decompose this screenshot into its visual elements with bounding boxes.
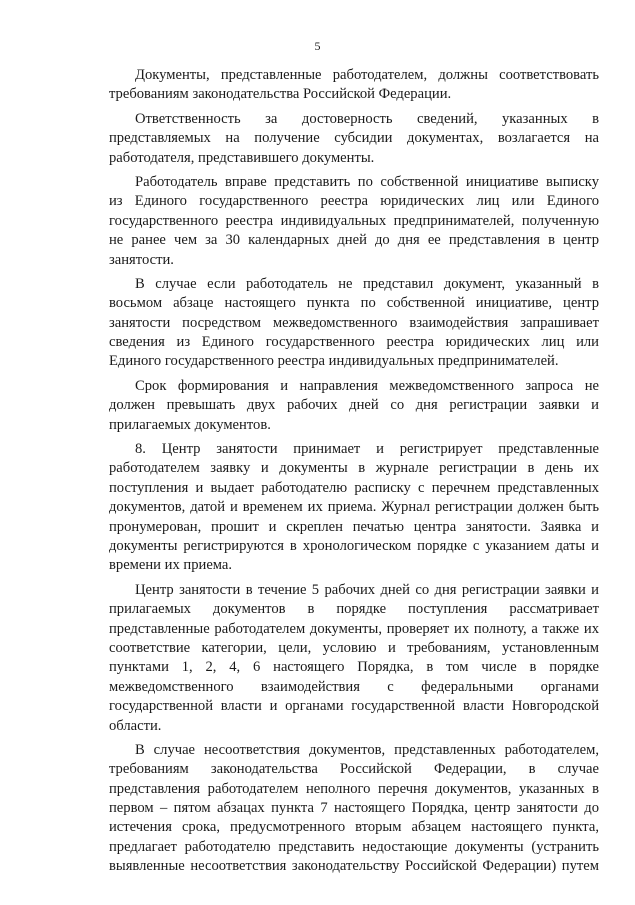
text-line: требованиям законодательства Российской Федерации, в случае (109, 761, 599, 778)
text-line: не ранее чем за 30 календарных дней до дня ее представления в центр (109, 232, 599, 249)
paragraph (109, 741, 599, 877)
text-line: области. (109, 717, 162, 734)
paragraph (109, 377, 599, 435)
text-line: выявленные несоответствия законодательству Российской Федерации) путем (109, 858, 599, 875)
paragraph (109, 173, 599, 270)
text-line: Центр занятости в течение 5 рабочих дней со дня регистрации заявки и (135, 581, 599, 598)
text-line: прилагаемых документов в порядке поступления рассматривает (109, 601, 599, 618)
text-line: государственной власти и органами государственной власти Новгородской (109, 698, 599, 715)
paragraph (109, 581, 599, 736)
text-line: времени их приема. (109, 557, 233, 574)
text-line: восьмом абзаце настоящего пункта по собственной инициативе, центр (109, 295, 599, 312)
paragraph (109, 110, 599, 168)
text-line: истечения срока, предусмотренного вторым абзацем настоящего пункта, (109, 819, 599, 836)
text-line: Документы, представленные работодателем, должны соответствовать (135, 67, 599, 83)
text-line: представленные работодателем документы, проверяет их полноту, а также их (109, 620, 599, 637)
text-line: занятости посредством межведомственного взаимодействия запрашивает (109, 314, 599, 331)
text-line: работодателя, представившего документы. (109, 149, 375, 166)
text-line: представляемых на получение субсидии документах, возлагается на (109, 130, 599, 147)
text-line: 8. Центр занятости принимает и регистрирует представленные (135, 441, 599, 458)
text-line: Ответственность за достоверность сведений, указанных в (135, 110, 599, 127)
text-line: из Единого государственного реестра юридических лиц или Единого (109, 193, 599, 210)
text-line: представления работодателем неполного перечня документов, указанных в (109, 780, 599, 797)
text-line: сведения из Единого государственного реестра юридических лиц или (109, 334, 599, 351)
text-line: занятости. (109, 251, 174, 268)
text-line: Работодатель вправе представить по собственной инициативе выписку (135, 173, 599, 190)
text-line: В случае несоответствия документов, представленных работодателем, (135, 741, 599, 758)
text-line: требованиям законодательства Российской Федерации. (109, 86, 452, 103)
text-line: документов, датой и временем их приема. Журнал регистрации должен быть (109, 499, 599, 516)
text-line: первом – пятом абзацах пункта 7 настоящего Порядка, центр занятости до (109, 800, 599, 817)
text-line: пронумерован, прошит и скреплен печатью центра занятости. Заявка и (109, 518, 599, 535)
text-line: работодателем заявку и документы в журнале регистрации в день их (109, 460, 599, 477)
text-line: Единого государственного реестра индивидуальных предпринимателей. (109, 353, 559, 370)
text-line: государственного реестра индивидуальных предпринимателей, полученную (109, 212, 599, 229)
paragraph (109, 275, 599, 372)
text-line: пунктами 1, 2, 4, 6 настоящего Порядка, в том числе в порядке (109, 659, 599, 676)
text-line: Срок формирования и направления межведомственного запроса не (135, 377, 599, 394)
text-line: межведомственного взаимодействия с федеральными органами (109, 678, 599, 695)
text-line: соответствие категории, цели, условию и требованиям, установленным (109, 639, 599, 656)
page-number: 5 (314, 39, 321, 53)
paragraph (109, 440, 599, 576)
text-line: документы регистрируются в хронологическом порядке с указанием даты и (109, 537, 599, 554)
text-line: должен превышать двух рабочих дней со дня регистрации заявки и (109, 397, 599, 414)
text-line: предлагает работодателю представить недостающие документы (устранить (109, 838, 599, 855)
text-line: В случае если работодатель не представил документ, указанный в (135, 275, 599, 292)
text-line: прилагаемых документов. (109, 416, 271, 433)
document-body (109, 66, 599, 882)
text-line: поступления и выдает работодателю расписку с перечнем представленных (109, 479, 599, 496)
paragraph (109, 66, 599, 105)
